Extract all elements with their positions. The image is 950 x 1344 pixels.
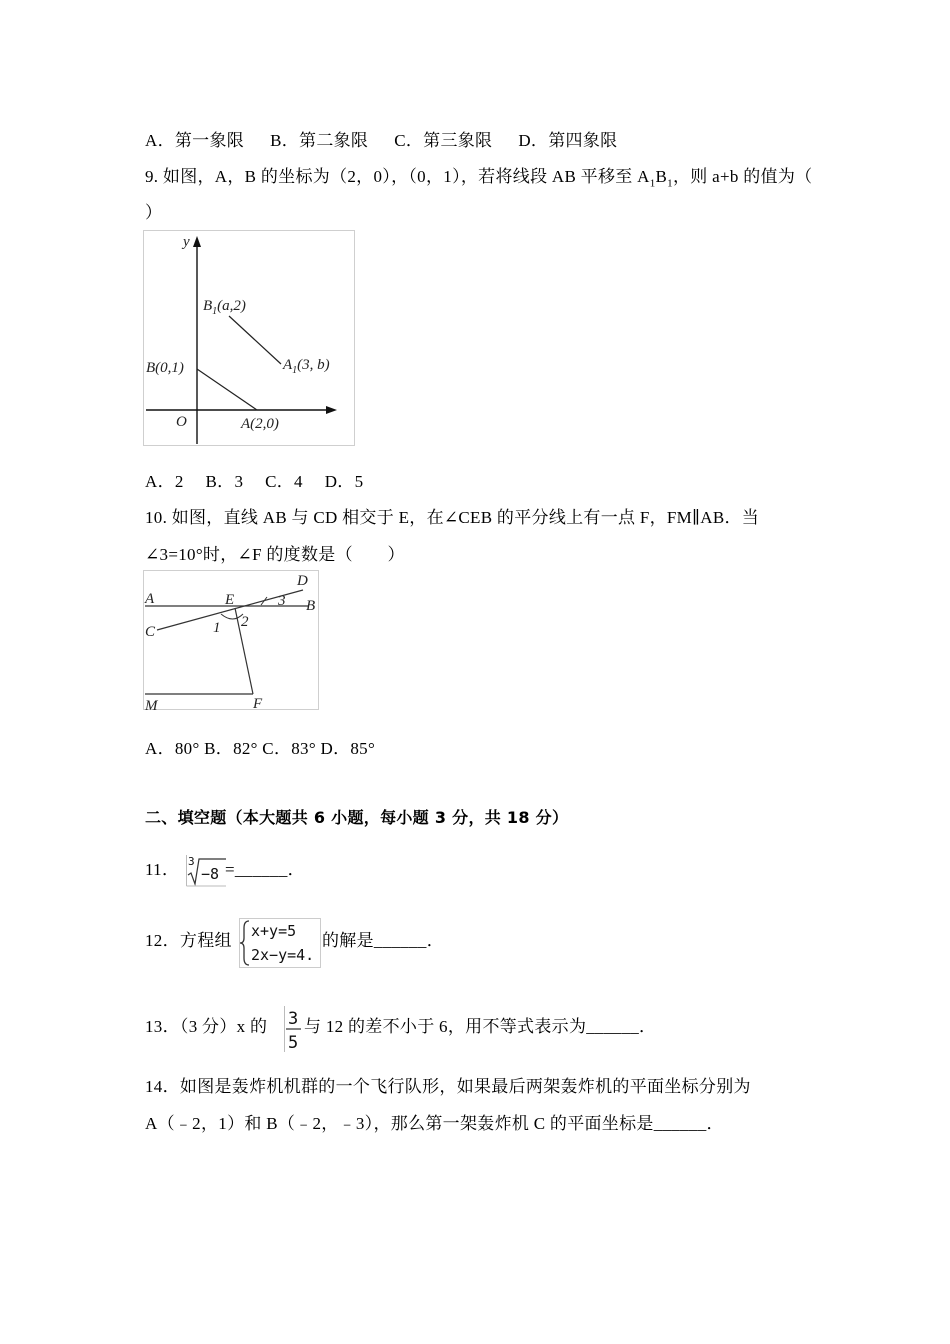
equation-2: 2x−y=4. [251,946,315,964]
q8-option-d: D．第四象限 [518,131,618,150]
brace [240,921,249,965]
q8-option-a: A．第一象限 [145,131,245,150]
label-E: E [225,592,235,608]
q9-stem-line2: ） [145,203,163,222]
label-o: O [176,414,187,430]
label-y: y [183,234,190,250]
label-b: B(0,1) [146,360,184,376]
q9-stem: 9. 如图，A，B 的坐标为（2，0），（0，1），若将线段 AB 平移至 $A_1B_1$，则 a+b 的值为（ [145,167,813,190]
q11-cube-root [186,853,228,892]
q10-figure [143,570,321,712]
numerator: 3 [288,1009,299,1029]
q13-fraction [284,1006,304,1057]
label-F: F [253,696,263,712]
q10-options: A．80° B．82° C．83° D．85° [145,739,376,758]
q10-stem-line1: 10. 如图，直线 AB 与 CD 相交于 E，在∠CEB 的平分线上有一点 F，FM∥AB．当 [145,508,760,527]
denominator: 5 [288,1033,299,1052]
label-a: A(2,0) [241,416,279,432]
label-C: C [145,624,156,640]
q9-figure [143,230,355,446]
q13-prefix: 13．（3 分）x 的 [145,1017,268,1036]
q11-number: 11． [145,860,180,879]
q14-line1: 14．如图是轰炸机机群的一个飞行队形，如果最后两架轰炸机的平面坐标分别为 [145,1077,751,1096]
label-a1: $A_1(3$, b) [283,357,330,376]
q8-option-c: C．第三象限 [394,131,493,150]
q11-blank: =______． [225,860,305,879]
q14-line2: A（﹣2，1）和 B（﹣2，﹣3），那么第一架轰炸机 C 的平面坐标是______． [145,1114,724,1133]
q9-options: A．2 B．3 C．4 D．5 [145,472,364,491]
label-B: B [306,598,316,614]
section-2-title: 二、填空题（本大题共 6 小题，每小题 3 分，共 18 分） [145,808,569,827]
q12-blank: 的解是______． [322,931,444,950]
label-b1: $B_1(a,2)$ [203,298,246,317]
radicand: −8 [201,865,220,883]
label-D: D [297,573,308,589]
q12-equation-system [239,918,321,973]
equation-1: x+y=5 [251,922,297,940]
label-A: A [145,591,155,607]
root-index: 3 [188,855,195,868]
q12-prefix: 12．方程组 [145,931,232,950]
q10-stem-line2: ∠3=10°时，∠F 的度数是（ ） [145,545,405,564]
label-M: M [145,698,158,712]
label-3: 3 [278,593,286,609]
label-2: 2 [241,614,249,630]
q13-tail: 与 12 的差不小于 6，用不等式表示为______． [304,1017,657,1036]
q8-option-b: B．第二象限 [270,131,369,150]
label-1: 1 [213,620,221,636]
q8-options [145,126,617,151]
